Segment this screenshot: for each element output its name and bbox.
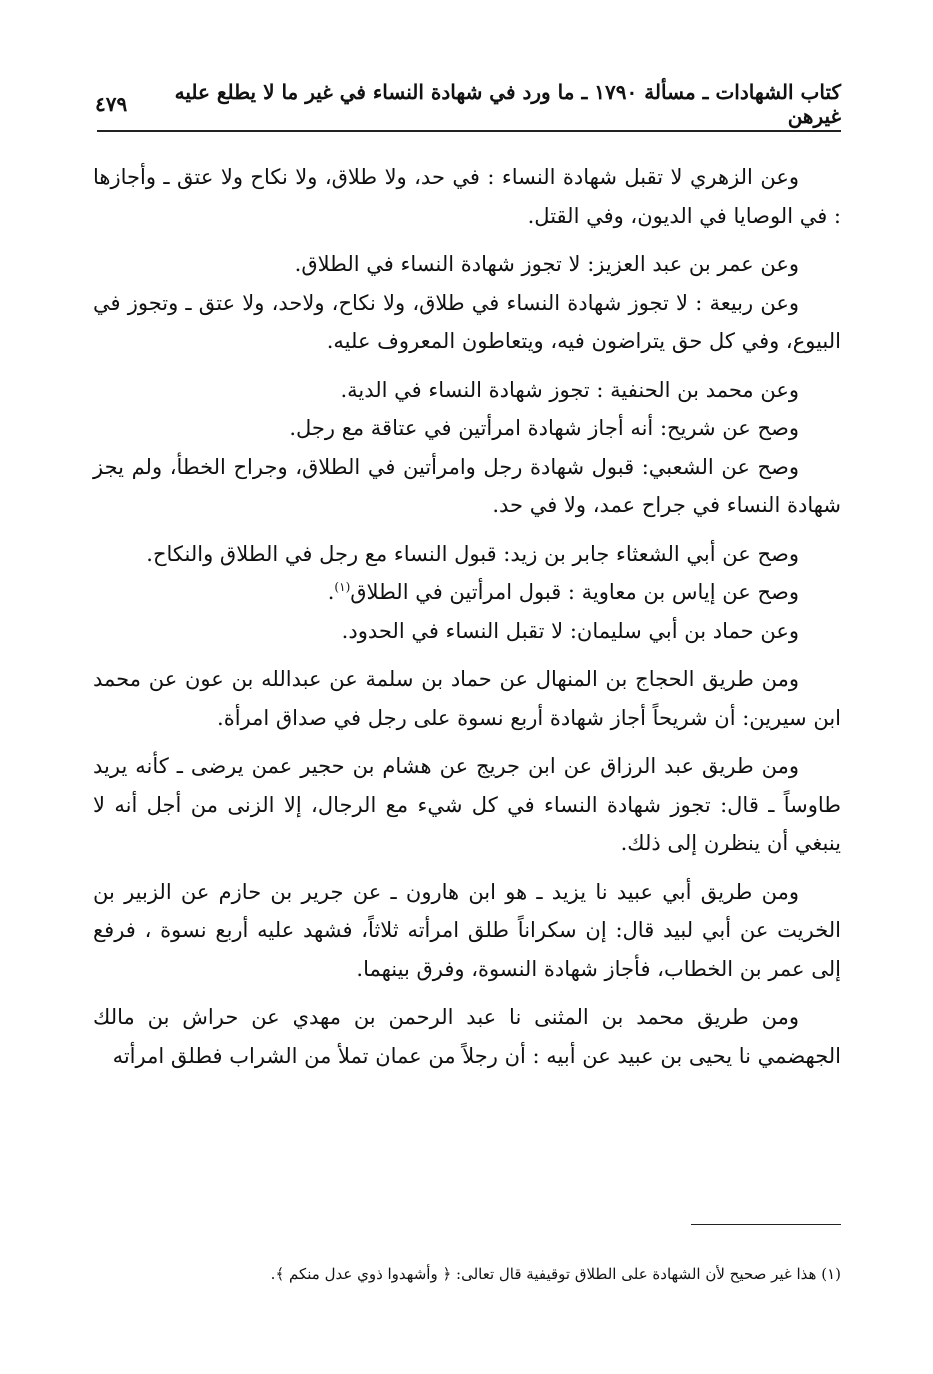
paragraph: ومن طريق أبي عبيد نا يزيد ـ هو ابن هارون ـ عن جرير بن حازم عن الزبير بن الخريت عن أبي لبيد قال: إن سكراناً طلق امرأته ثلاثاً، فشهد عليه أربع نسوة ، فرفع إلى عمر بن الخطاب، فأجاز شهادة النسوة، وفرق بينهما. — [93, 879, 841, 981]
footnote: (١) هذا غير صحيح لأن الشهادة على الطلاق توقيفية قال تعالى: ﴿ وأشهدوا ذوي عدل منكم ﴾. — [270, 1265, 841, 1283]
paragraph: وعن الزهري لا تقبل شهادة النساء : في حد، ولا طلاق، ولا نكاح ولا عتق ـ وأجازها : في الوصايا في الديون، وفي القتل. — [93, 165, 841, 228]
paragraph: ومن طريق محمد بن المثنى نا عبد الرحمن بن مهدي عن حراش بن مالك الجهضمي نا يحيى بن عبيد عن أبيه : أن رجلاً من عمان تملأ من الشراب فطلق امرأته — [93, 1005, 841, 1068]
body-text — [93, 158, 841, 1075]
header-rule — [97, 130, 841, 132]
paragraph: وعن عمر بن عبد العزيز: لا تجوز شهادة النساء في الطلاق. — [294, 252, 799, 276]
paragraph-text: وصح عن إياس بن معاوية : قبول امرأتين في الطلاق — [350, 580, 799, 604]
paragraph: وعن محمد بن الحنفية : تجوز شهادة النساء في الدية. — [340, 377, 799, 402]
page-number: ٤٧٩ — [95, 92, 128, 116]
paragraph-text-end: . — [327, 580, 335, 604]
paragraph: ومن طريق الحجاج بن المنهال عن حماد بن سلمة عن عبدالله بن عون عن محمد ابن سيرين: أن شريحاً أجاز شهادة أربع نسوة على رجل في صداق امرأة. — [93, 667, 841, 730]
page-header — [95, 80, 841, 128]
footnote-reference[interactable]: (١) — [334, 580, 351, 594]
paragraph: وعن ربيعة : لا تجوز شهادة النساء في طلاق، ولا نكاح، ولاحد، ولا عتق ـ وتجوز في البيوع، وفي كل حق يتراضون فيه، ويتعاطون المعروف عليه. — [93, 290, 841, 353]
paragraph: وصح عن شريح: أنه أجاز شهادة امرأتين في عتاقة مع رجل. — [289, 416, 799, 440]
paragraph: وصح عن الشعبي: قبول شهادة رجل وامرأتين في الطلاق، وجراح الخطأ، ولم يجز شهادة النساء في جراح عمد، ولا في حد. — [93, 454, 841, 517]
footnote-rule — [691, 1224, 841, 1225]
paragraph: وصح عن أبي الشعثاء جابر بن زيد: قبول النساء مع رجل في الطلاق والنكاح. — [146, 541, 799, 566]
paragraph: ومن طريق عبد الرزاق عن ابن جريج عن هشام بن حجير عمن يرضى ـ كأنه يريد طاوساً ـ قال: تجوز شهادة النساء في كل شيء مع الرجال، إلا الزنى من أجل أنه لا ينبغي أن ينظرن إلى ذلك. — [93, 754, 841, 855]
paragraph-with-footnote — [93, 573, 841, 612]
paragraph: وعن حماد بن أبي سليمان: لا تقبل النساء في الحدود. — [341, 618, 799, 643]
running-title: كتاب الشهادات ـ مسألة ١٧٩٠ ـ ما ورد في شهادة النساء في غير ما لا يطلع عليه غيرهن — [174, 80, 841, 128]
